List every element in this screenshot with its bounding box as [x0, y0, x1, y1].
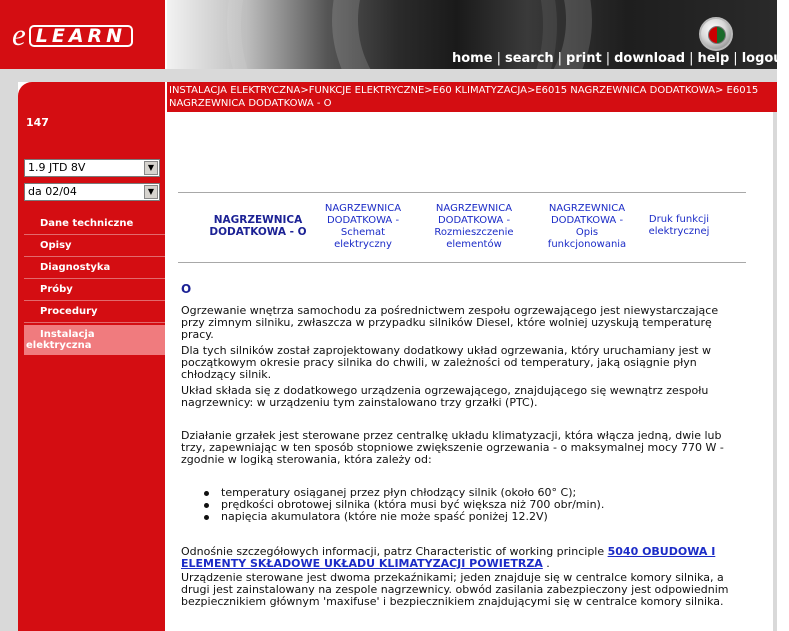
tab-label: Opis: [575, 227, 599, 238]
nav-download-link[interactable]: download: [614, 51, 686, 66]
tab-label: elementów: [446, 239, 502, 250]
sidebar-item-dane-techniczne[interactable]: Dane techniczne: [24, 214, 165, 235]
breadcrumb: INSTALACJA ELEKTRYCZNA>FUNKCJE ELEKTRYCZNE>E60 KLIMATYZACJA>E6015 NAGRZEWNICA DODATKOWA> E6015 NAGRZEWNICA DODATKOWA - O: [169, 85, 759, 109]
model-label: 147: [26, 116, 49, 129]
header-divider: [0, 69, 777, 82]
top-navigation: [452, 51, 789, 66]
logo-letter-e: e: [12, 17, 29, 52]
sidebar-item-procedury[interactable]: Procedury: [24, 302, 165, 323]
paragraph-1: Ogrzewanie wnętrza samochodu za pośrednictwem zespołu ogrzewającego jest niewystarczające przy zimnym silniku, zwłaszcza w przypadku silników Diesel, które wolniej uzyskują temperaturę pracy.: [181, 304, 719, 341]
tab-label: NAGRZEWNICA: [324, 203, 402, 214]
select-arrow-icon[interactable]: ▼: [144, 161, 158, 175]
paragraph-4: Działanie grzałek jest sterowane przez centralkę układu klimatyzacji, która włącza jedną, dwie lub trzy, zapewniając w ten sposób stopniowe zwiększenie ogrzewania - o maksymalnej mocy 770 W - zgodnie w logiką sterowania, która zależy od:: [181, 429, 724, 466]
tab-label: NAGRZEWNICA: [213, 214, 303, 226]
tab-label: Rozmieszczenie: [434, 227, 514, 238]
nav-help-link[interactable]: help: [697, 51, 730, 66]
sidebar-item-label: elektryczna: [26, 340, 92, 351]
tab-label: DODATKOWA -: [326, 215, 400, 226]
paragraph-5: [181, 546, 744, 570]
nav-logout-link[interactable]: logout: [741, 51, 789, 66]
engine-select[interactable]: [24, 159, 160, 177]
tab-label: Druk funkcji: [648, 214, 710, 225]
sidebar-item-opisy[interactable]: Opisy: [24, 236, 165, 257]
tab-druk-funkcji[interactable]: [640, 214, 718, 238]
nav-separator: |: [689, 51, 694, 66]
reference-suffix: .: [542, 557, 550, 570]
tab-label: DODATKOWA -: [550, 215, 624, 226]
sidebar-header-bar: [18, 82, 165, 112]
paragraph-2: Dla tych silników został zaprojektowany dodatkowy układ ogrzewania, który uruchamiany jest w początkowym okresie pracy silnika do chwili, w zależności od temperatury, jaką osiągnie płyn chłodzący silnik.: [181, 344, 711, 381]
tab-label: DODATKOWA - O: [209, 226, 307, 238]
elearn-logo: [12, 17, 157, 52]
logo-area: [0, 0, 165, 69]
list-item: prędkości obrotowej silnika (która musi być większa niż 700 obr/min).: [204, 499, 724, 511]
logo-learn: LEARN: [29, 25, 133, 47]
tab-opis-funkcjonowania[interactable]: [537, 203, 637, 251]
conditions-list: [204, 487, 724, 523]
tab-label: funkcjonowania: [547, 239, 627, 250]
nav-print-link[interactable]: print: [566, 51, 602, 66]
sidebar-item-label: Instalacja: [40, 329, 95, 340]
tab-rozmieszczenie-elementow[interactable]: [420, 203, 528, 251]
divider-bottom: [178, 262, 746, 263]
tab-label: elektryczny: [334, 239, 392, 250]
reference-text: Odnośnie szczegółowych informacji, patrz Characteristic of working principle: [181, 545, 608, 558]
paragraph-3: Układ składa się z dodatkowego urządzenia ogrzewającego, znajdującego się wewnątrz zespołu nagrzewnicy: w urządzeniu tym zainstalowano trzy grzałki (PTC).: [181, 384, 709, 409]
tab-label: elektrycznej: [648, 226, 710, 237]
nav-separator: |: [733, 51, 738, 66]
divider-top: [178, 192, 746, 193]
date-select-value: da 02/04: [28, 185, 77, 198]
nav-separator: |: [496, 51, 501, 66]
tab-label: DODATKOWA -: [437, 215, 511, 226]
nav-home-link[interactable]: home: [452, 51, 493, 66]
tab-schemat-elektryczny[interactable]: [313, 203, 413, 251]
right-margin: [773, 112, 777, 631]
tab-label: Schemat: [340, 227, 386, 238]
nav-separator: |: [557, 51, 563, 66]
paragraph-6: Urządzenie sterowane jest dwoma przekaźnikami; jeden znajduje się w centralce komory silnika, a drugi jest zainstalowany na zespole nagrzewnicy. obwód zasilania zabezpieczony jest odpowiednim bezpiecznikiem głównym 'maxifuse' i bezpiecznikiem znajdującymi się w centralce komory silnika.: [181, 571, 729, 608]
sidebar-item-instalacja-elektryczna[interactable]: [24, 325, 165, 355]
tab-nagrzewnica-o[interactable]: [203, 214, 313, 238]
section-title: O: [181, 282, 192, 296]
list-item: temperatury osiąganej przez płyn chłodzący silnik (około 60° C);: [204, 487, 724, 499]
tab-label: NAGRZEWNICA: [435, 203, 513, 214]
tab-label: NAGRZEWNICA: [548, 203, 626, 214]
engine-select-value: 1.9 JTD 8V: [28, 161, 86, 174]
sidebar-item-diagnostyka[interactable]: Diagnostyka: [24, 258, 165, 279]
sidebar-item-proby[interactable]: Próby: [24, 280, 165, 301]
nav-separator: |: [605, 51, 611, 66]
reference-link[interactable]: 5040 OBUDOWA I ELEMENTY SKŁADOWE UKŁADU KLIMATYZACJI POWIETRZA: [181, 545, 716, 570]
nav-search-link[interactable]: search: [504, 51, 554, 66]
alfa-romeo-badge-icon: [699, 17, 733, 51]
select-arrow-icon[interactable]: ▼: [144, 185, 158, 199]
list-item: napięcia akumulatora (które nie może spaść poniżej 12.2V): [204, 511, 724, 523]
date-select[interactable]: [24, 183, 160, 201]
left-margin: [0, 69, 18, 631]
